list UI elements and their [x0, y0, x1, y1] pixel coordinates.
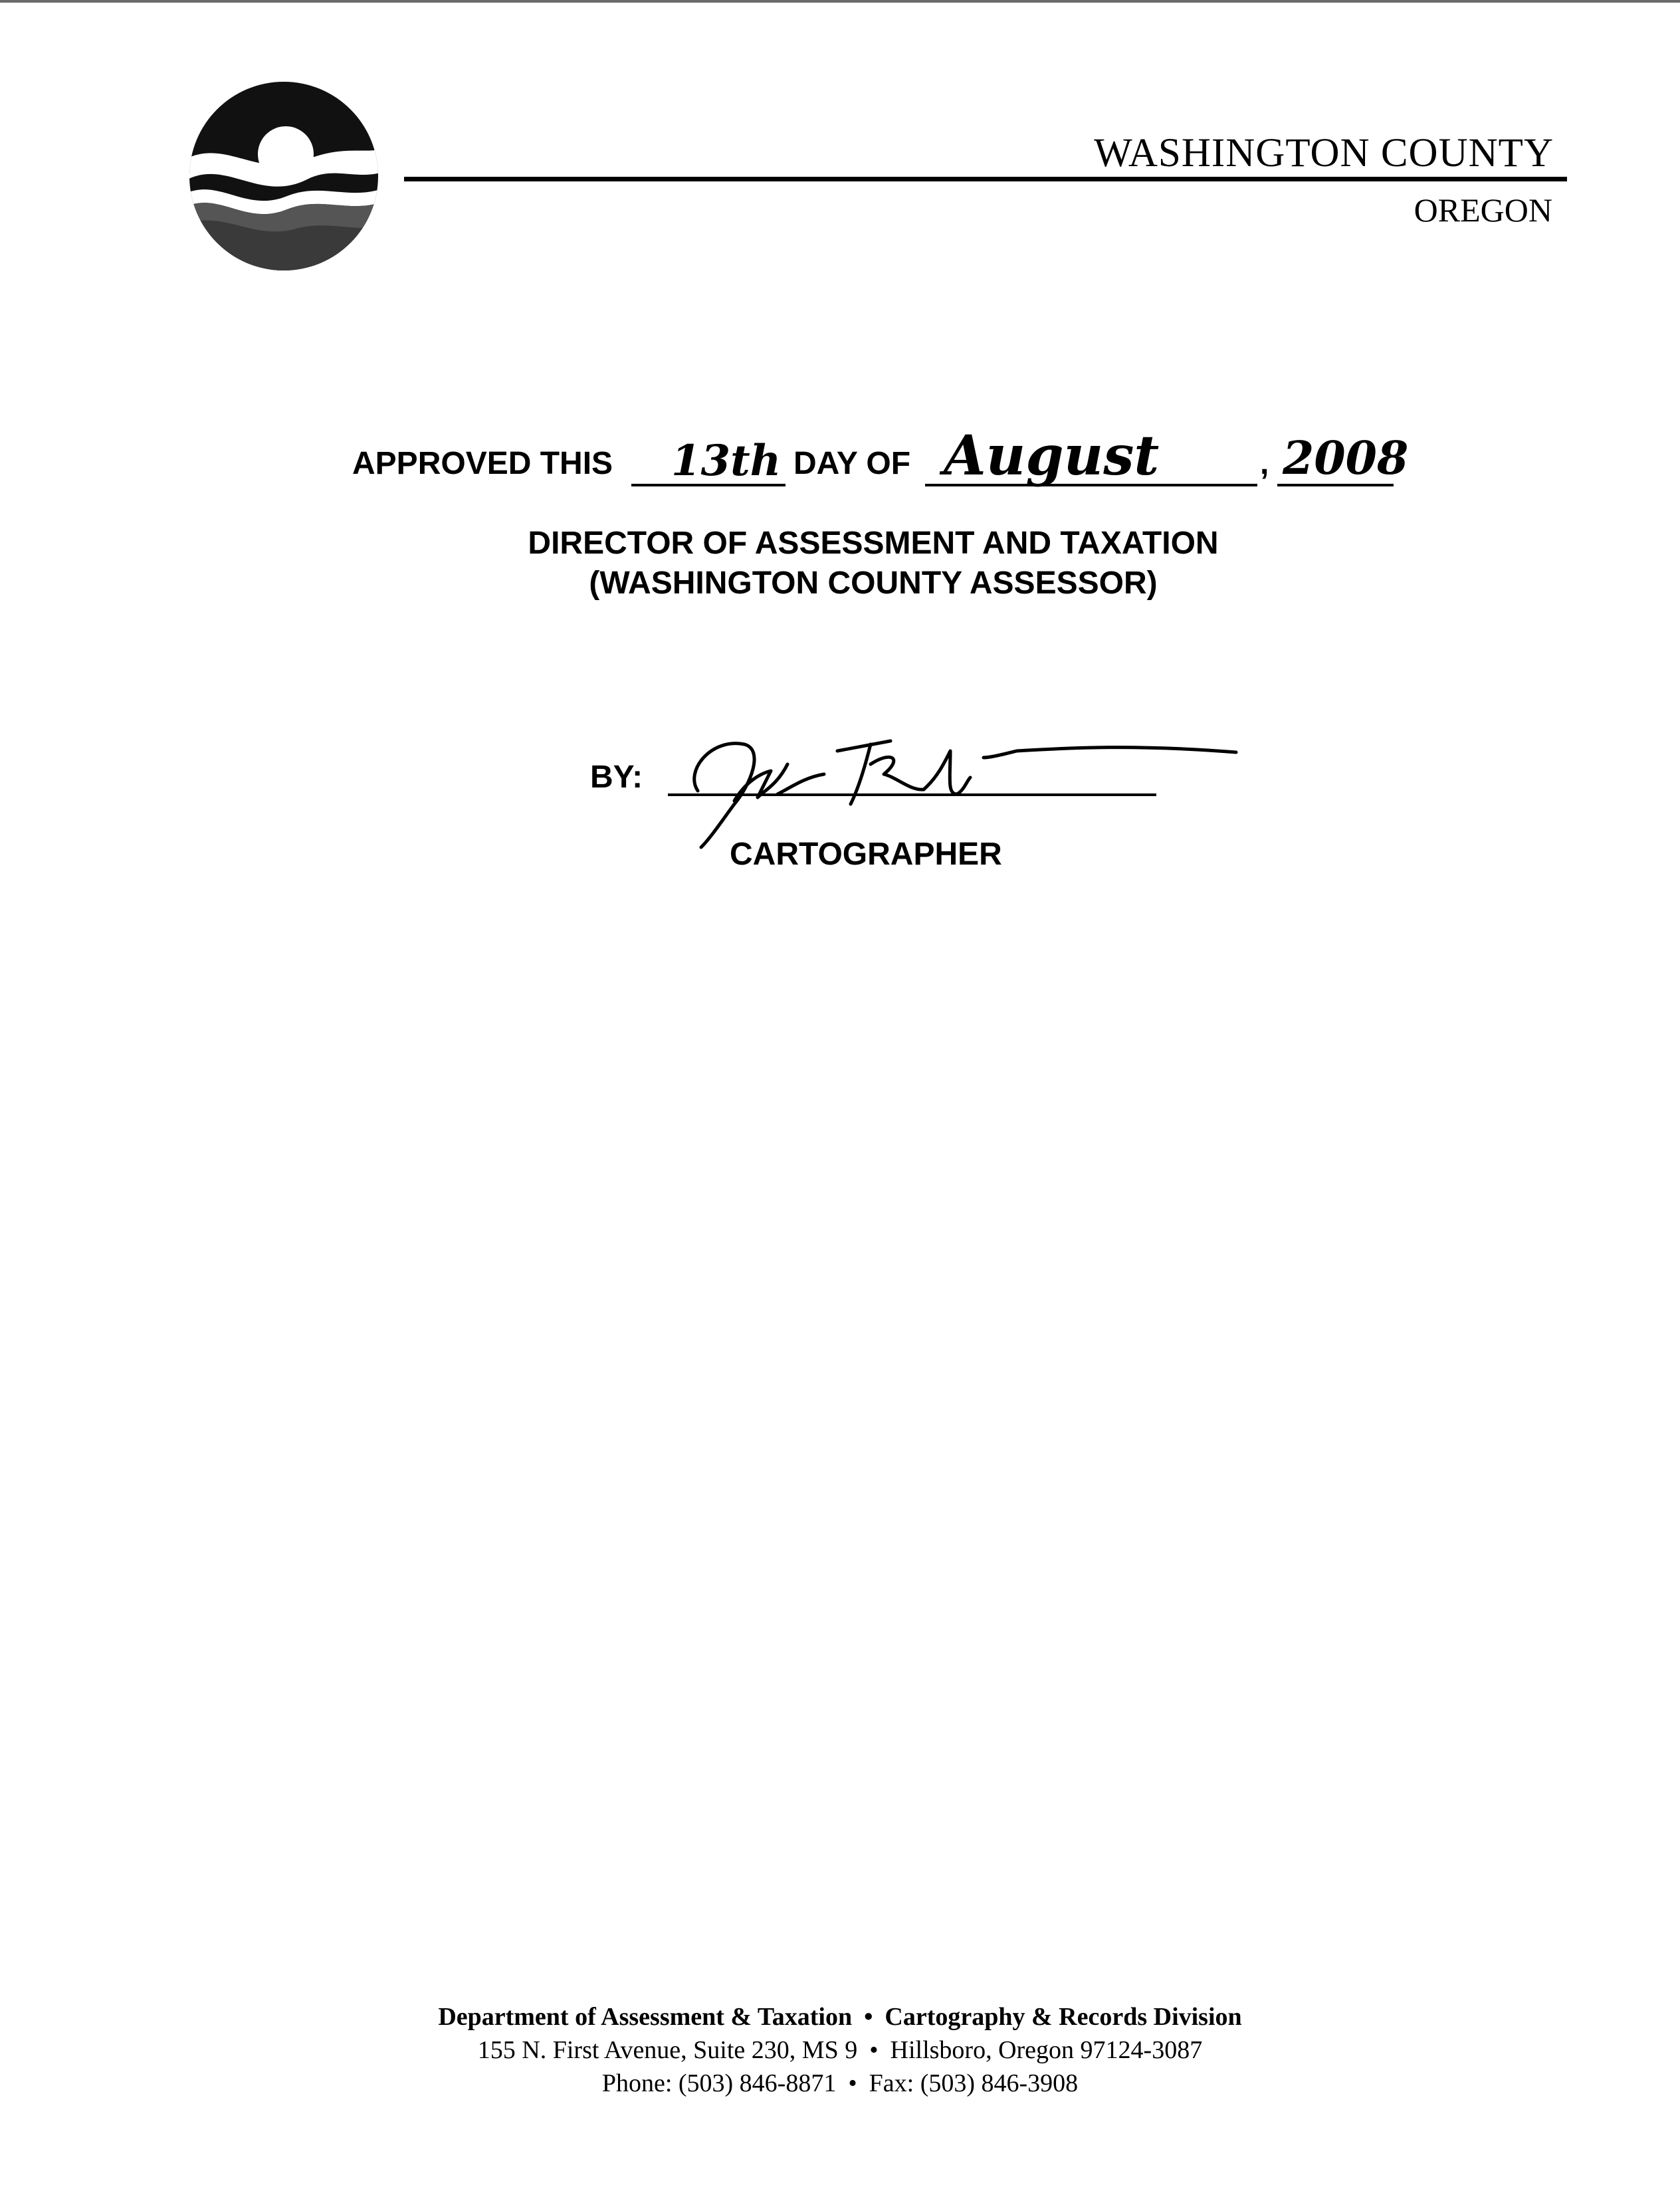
cartographer-title: CARTOGRAPHER — [730, 837, 1002, 872]
footer-line-1 — [0, 2000, 1680, 2033]
day-of-label: DAY OF — [793, 446, 911, 481]
bullet-icon: • — [869, 2036, 879, 2064]
county-name: WASHINGTON COUNTY — [1094, 131, 1554, 175]
street-address: 155 N. First Avenue, Suite 230, MS 9 — [477, 2036, 858, 2064]
director-line-2: (WASHINGTON COUNTY ASSESSOR) — [589, 566, 1158, 601]
department-name: Department of Assessment & Taxation — [438, 2003, 853, 2031]
comma: , — [1260, 446, 1269, 481]
director-line-1: DIRECTOR OF ASSESSMENT AND TAXATION — [528, 526, 1219, 561]
director-title — [0, 524, 1680, 603]
state-name: OREGON — [1414, 191, 1552, 229]
division-name: Cartography & Records Division — [885, 2003, 1242, 2031]
day-handwritten: 13th — [671, 436, 782, 486]
by-label: BY: — [590, 760, 643, 795]
footer-line-2 — [0, 2033, 1680, 2067]
footer-line-3 — [0, 2067, 1680, 2100]
year-handwritten: 2008 — [1283, 432, 1409, 485]
county-logo-icon — [187, 80, 380, 272]
approved-this-label: APPROVED THIS — [352, 446, 613, 481]
scan-edge — [0, 0, 1680, 3]
month-handwritten: August — [944, 424, 1160, 488]
fax-number: Fax: (503) 846-3908 — [869, 2069, 1079, 2097]
handwritten-signature — [671, 711, 1243, 851]
approval-line — [352, 424, 1482, 498]
bullet-icon: • — [848, 2069, 857, 2097]
bullet-icon: • — [864, 2003, 873, 2031]
city-address: Hillsboro, Oregon 97124-3087 — [890, 2036, 1203, 2064]
header-rule — [404, 177, 1567, 181]
footer — [0, 2000, 1680, 2100]
phone-number: Phone: (503) 846-8871 — [601, 2069, 837, 2097]
